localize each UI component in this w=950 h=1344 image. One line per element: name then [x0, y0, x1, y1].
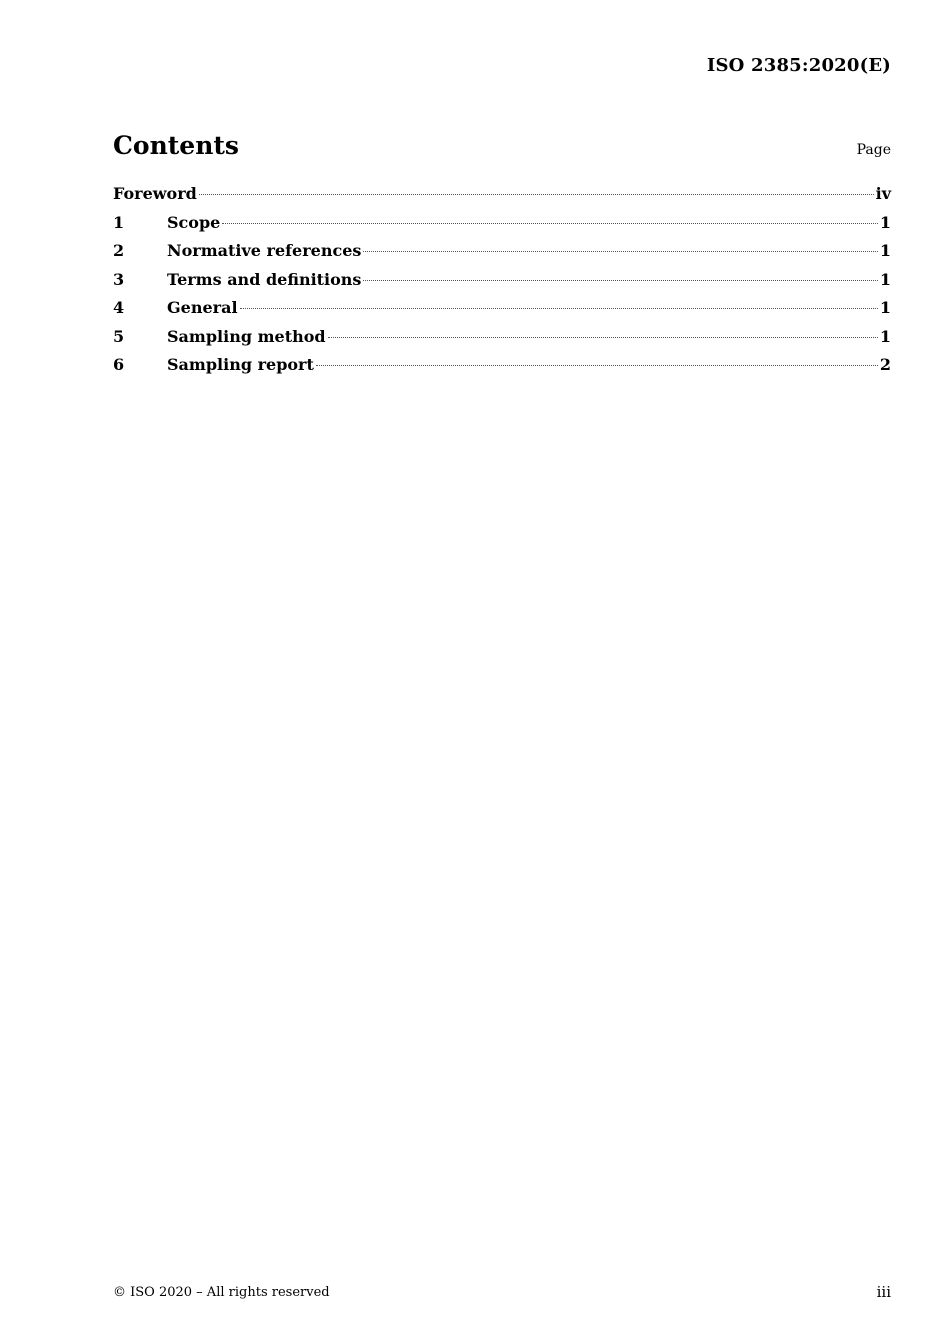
toc-entry-sampling-report[interactable] [113, 355, 891, 384]
toc-entry-normative-references[interactable] [113, 241, 891, 270]
toc-entry-page[interactable]: 1 [879, 212, 891, 232]
toc-entry-page[interactable]: iv [875, 184, 891, 203]
toc-entry-title[interactable]: Sampling report [167, 355, 314, 374]
toc-entry-number: 1 [113, 212, 125, 232]
toc-entry-title[interactable]: Terms and definitions [167, 269, 362, 289]
toc-entry-page[interactable]: 1 [879, 326, 891, 346]
toc-entry-page[interactable]: 1 [879, 269, 891, 289]
copyright-notice: © ISO 2020 – All rights reserved [113, 1285, 330, 1300]
contents-heading: Contents [113, 131, 240, 160]
toc-entry-number: 3 [113, 269, 125, 289]
toc-dot-leader [363, 280, 877, 281]
toc-entry-sampling-method[interactable] [113, 327, 891, 356]
toc-entry-scope[interactable] [113, 213, 891, 242]
toc-entry-page[interactable]: 1 [879, 241, 891, 260]
toc-entry-number: 5 [113, 326, 125, 346]
toc-entry-terms-and-definitions[interactable] [113, 270, 891, 299]
toc-entry-title[interactable]: Foreword [113, 184, 197, 203]
document-id: ISO 2385:2020(E) [706, 55, 891, 76]
toc-entry-page[interactable]: 1 [879, 298, 891, 317]
toc-entry-number: 6 [113, 355, 125, 374]
table-of-contents [113, 184, 891, 384]
toc-dot-leader [240, 308, 878, 309]
page-number: iii [876, 1283, 891, 1301]
toc-entry-title[interactable]: Scope [167, 212, 221, 232]
toc-entry-foreword[interactable] [113, 184, 891, 213]
toc-entry-title[interactable]: Normative references [167, 241, 362, 260]
toc-entry-number: 2 [113, 241, 125, 260]
toc-entry-number: 4 [113, 298, 125, 317]
toc-dot-leader [199, 194, 874, 195]
toc-dot-leader [328, 337, 878, 338]
page-column-label: Page [856, 142, 891, 158]
toc-entry-general[interactable] [113, 298, 891, 327]
toc-dot-leader [363, 251, 877, 252]
toc-entry-title[interactable]: General [167, 298, 238, 317]
toc-entry-page[interactable]: 2 [879, 355, 891, 374]
toc-dot-leader [316, 365, 878, 366]
toc-dot-leader [222, 223, 878, 224]
toc-entry-title[interactable]: Sampling method [167, 326, 326, 346]
